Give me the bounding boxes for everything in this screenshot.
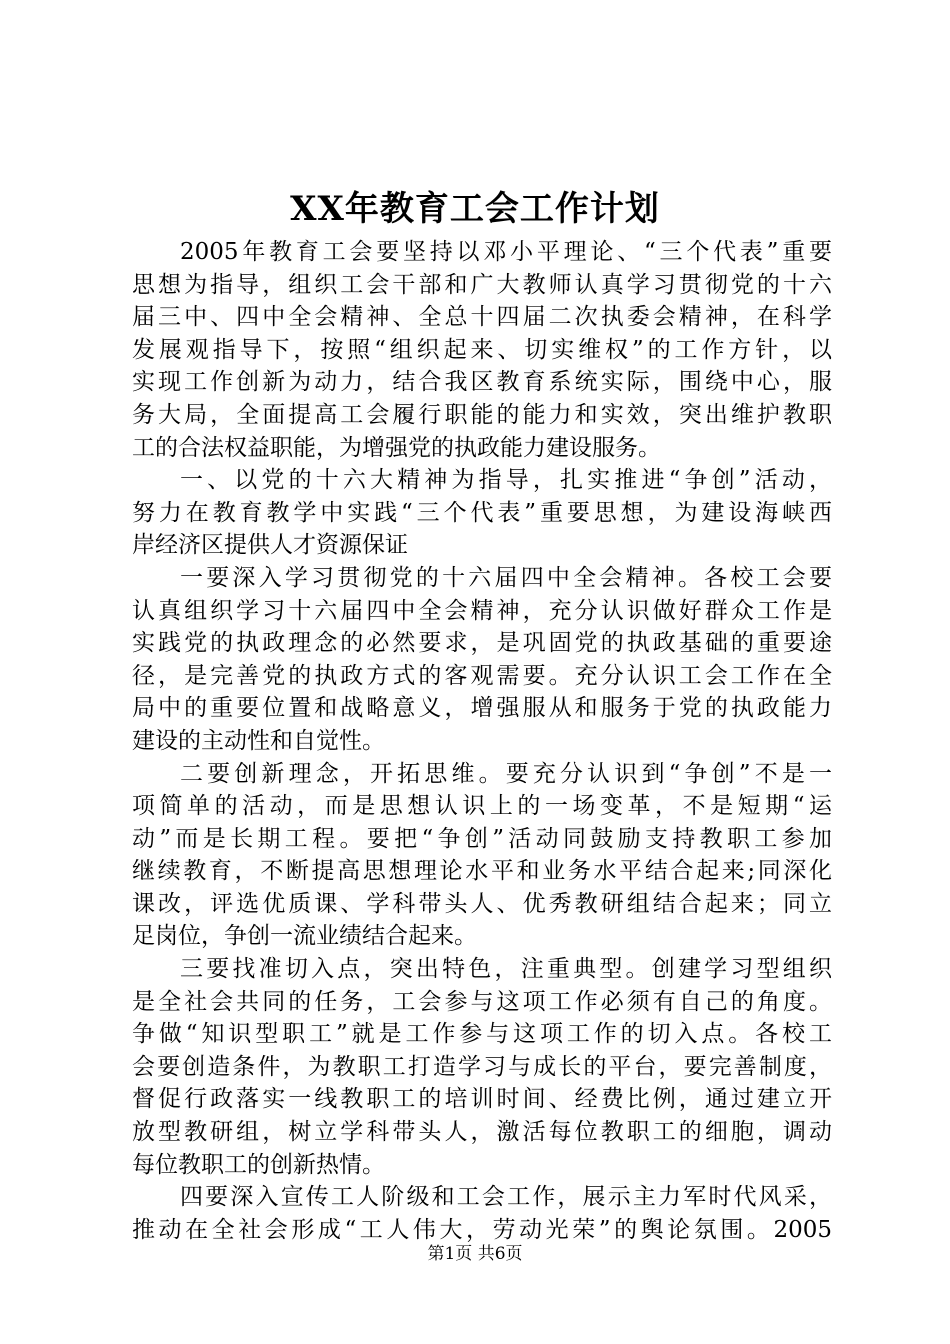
text-line: 课改，评选优质课、学科带头人、优秀教研组结合起来；同立	[132, 890, 832, 917]
page-number: 第1页 共6页	[427, 1244, 523, 1264]
text-line: 四要深入宣传工人阶级和工会工作，展示主力军时代风采，	[180, 1184, 832, 1211]
section-heading-line: 一、以党的十六大精神为指导，扎实推进“争创”活动，	[180, 467, 832, 494]
text-line: 每位教职工的创新热情。	[132, 1151, 385, 1178]
text-line: 放型教研组，树立学科带头人，激活每位教职工的细胞，调动	[132, 1119, 832, 1146]
text-line: 务大局，全面提高工会履行职能的能力和实效，突出维护教职	[132, 401, 832, 428]
text-line: 推动在全社会形成“工人伟大，劳动光荣”的舆论氛围。2005	[132, 1216, 832, 1243]
section-heading-line: 岸经济区提供人才资源保证	[132, 532, 408, 559]
text-line: 实践党的执政理念的必然要求，是巩固党的执政基础的重要途	[132, 630, 832, 657]
text-line: 一要深入学习贯彻党的十六届四中全会精神。各校工会要	[180, 564, 832, 591]
text-line: 建设的主动性和自觉性。	[132, 727, 385, 754]
text-line: 认真组织学习十六届四中全会精神，充分认识做好群众工作是	[132, 597, 832, 624]
text-line: 足岗位，争创一流业绩结合起来。	[132, 923, 477, 950]
text-line: 工的合法权益职能，为增强党的执政能力建设服务。	[132, 434, 661, 461]
text-line: 局中的重要位置和战略意义，增强服从和服务于党的执政能力	[132, 695, 832, 722]
document-title: XX年教育工会工作计划	[290, 189, 660, 229]
text-line: 督促行政落实一线教职工的培训时间、经费比例，通过建立开	[132, 1086, 832, 1113]
text-line: 项简单的活动，而是思想认识上的一场变革，不是短期“运	[132, 793, 832, 820]
text-line: 会要创造条件，为教职工打造学习与成长的平台，要完善制度，	[132, 1053, 832, 1080]
section-heading-line: 努力在教育教学中实践“三个代表”重要思想，为建设海峡西	[132, 499, 832, 526]
text-line: 动”而是长期工程。要把“争创”活动同鼓励支持教职工参加	[132, 825, 832, 852]
text-line: 二要创新理念，开拓思维。要充分认识到“争创”不是一	[180, 760, 832, 787]
text-line: 实现工作创新为动力，结合我区教育系统实际，围绕中心，服	[132, 369, 832, 396]
text-line: 继续教育，不断提高思想理论水平和业务水平结合起来;同深化	[132, 858, 832, 885]
text-line: 径，是完善党的执政方式的客观需要。充分认识工会工作在全	[132, 662, 832, 689]
text-line: 思想为指导，组织工会干部和广大教师认真学习贯彻党的十六	[132, 271, 832, 298]
text-line: 争做“知识型职工”就是工作参与这项工作的切入点。各校工	[132, 1021, 832, 1048]
text-line: 三要找准切入点，突出特色，注重典型。创建学习型组织	[180, 956, 832, 983]
text-line: 2005年教育工会要坚持以邓小平理论、“三个代表”重要	[180, 239, 832, 265]
text-line: 届三中、四中全会精神、全总十四届二次执委会精神，在科学	[132, 304, 832, 331]
text-line: 发展观指导下，按照“组织起来、切实维权”的工作方针，以	[132, 336, 832, 363]
text-line: 是全社会共同的任务，工会参与这项工作必须有自己的角度。	[132, 988, 832, 1015]
document-body	[132, 236, 832, 1246]
